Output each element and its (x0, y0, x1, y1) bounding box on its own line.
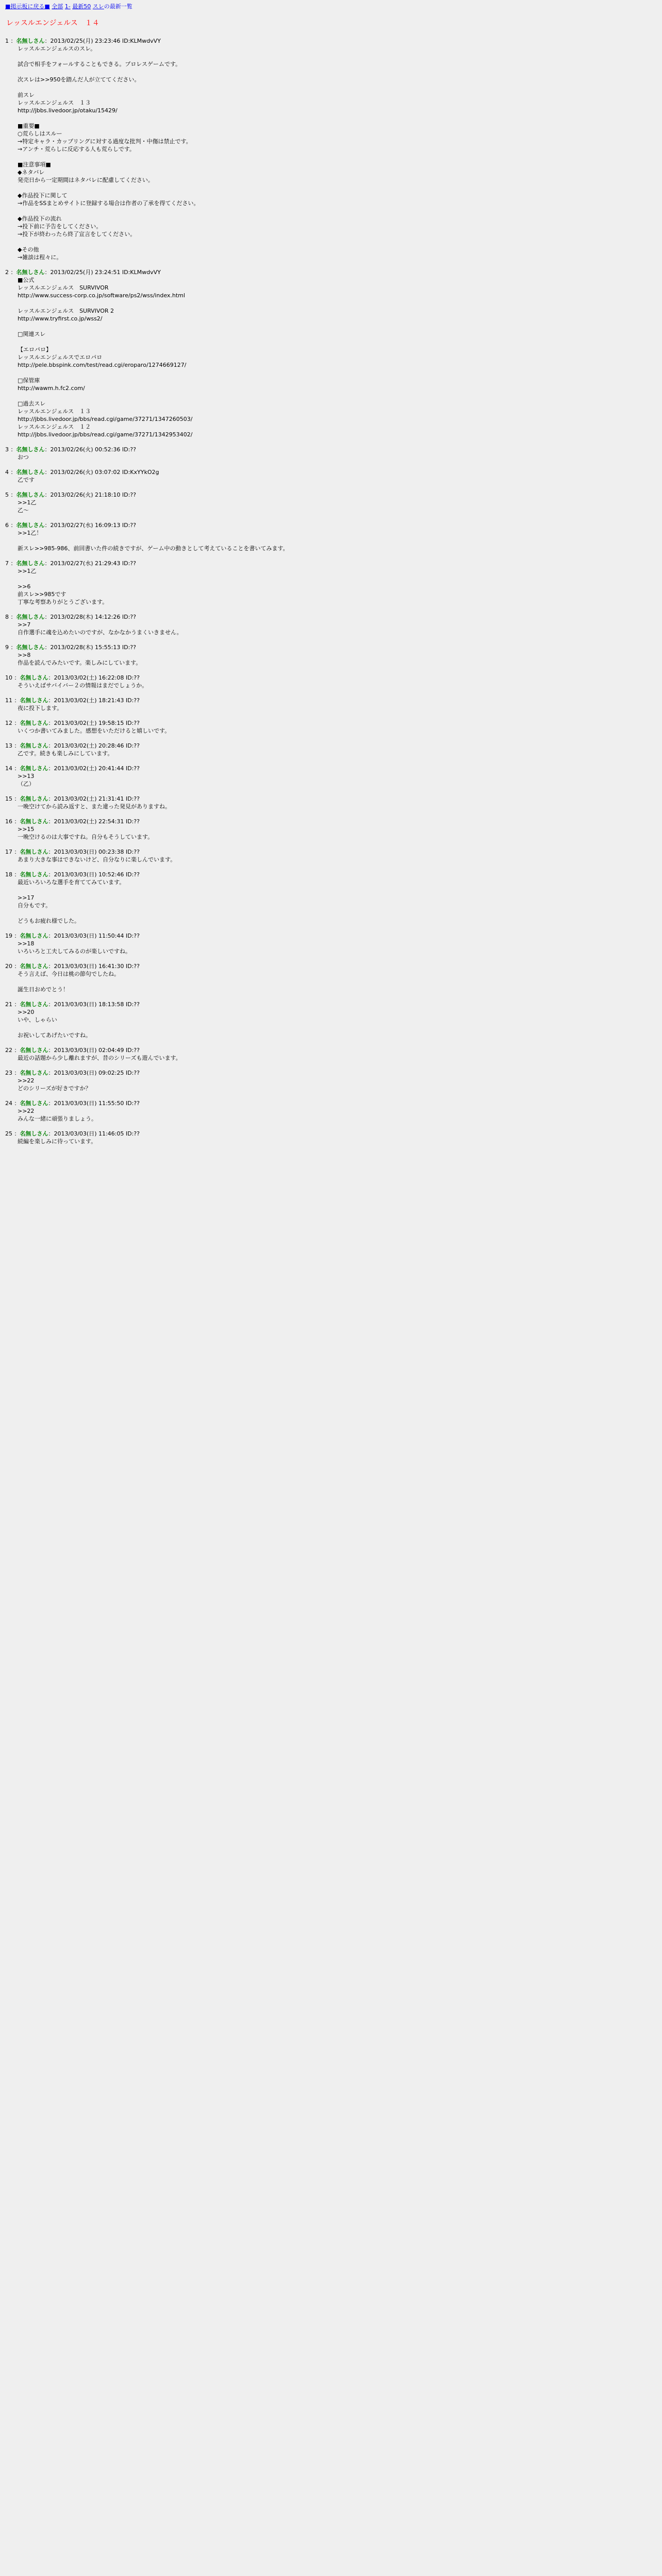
post-separator: ： (12, 697, 20, 704)
post-separator: ： (9, 446, 16, 453)
post-author-name: 名無しさん (20, 697, 48, 704)
post-number[interactable]: 24 (5, 1100, 12, 1107)
all-posts-link[interactable]: 全部 (52, 3, 63, 10)
post-number[interactable]: 11 (5, 697, 12, 704)
post-author-name: 名無しさん (16, 522, 45, 529)
post-item (5, 932, 657, 955)
post-separator: ： (12, 1001, 20, 1008)
post-item (5, 742, 657, 757)
post-separator: ： (12, 963, 20, 970)
post-body: 続編を楽しみに待っています。 (18, 1138, 97, 1145)
post-meta: ：2013/03/03(日) 11:55:50 ID:?? (48, 1100, 140, 1107)
post-body: 乙です。続きも楽しみにしています。 (18, 750, 113, 757)
post-body: >>15 一晩空けるのは大事ですね。自分もそうしています。 (18, 826, 154, 840)
post-author-name: 名無しさん (20, 742, 48, 749)
post-separator: ： (12, 742, 20, 749)
post-number[interactable]: 20 (5, 963, 12, 970)
post-meta: ：2013/02/28(木) 14:12:26 ID:?? (44, 614, 136, 620)
post-separator: ： (12, 1130, 20, 1137)
thread-list-link[interactable]: スレ (92, 3, 104, 10)
post-body: おつ (18, 454, 29, 461)
post-number[interactable]: 1 (5, 38, 9, 44)
post-meta: ：2013/03/03(日) 10:52:46 ID:?? (48, 871, 140, 878)
post-header (5, 521, 657, 529)
post-number[interactable]: 23 (5, 1070, 12, 1076)
post-number[interactable]: 21 (5, 1001, 12, 1008)
post-number[interactable]: 17 (5, 849, 12, 855)
post-header (5, 848, 657, 856)
post-item (5, 1130, 657, 1145)
post-number[interactable]: 4 (5, 469, 9, 476)
post-author-name: 名無しさん (20, 963, 48, 970)
post-meta: ：2013/03/02(土) 19:58:15 ID:?? (48, 720, 140, 726)
post-author-name: 名無しさん (20, 818, 48, 825)
post-meta: ：2013/03/03(日) 00:23:38 ID:?? (48, 849, 140, 855)
post-header (5, 795, 657, 803)
post-meta: ：2013/02/26(火) 00:52:36 ID:?? (44, 446, 136, 453)
post-separator: ： (9, 269, 16, 276)
post-item (5, 643, 657, 667)
post-header (5, 468, 657, 476)
post-separator: ： (12, 720, 20, 726)
post-meta: ：2013/02/27(水) 21:29:43 ID:?? (44, 560, 136, 567)
post-item (5, 560, 657, 606)
post-meta: ：2013/03/03(日) 09:02:25 ID:?? (48, 1070, 140, 1076)
post-author-name: 名無しさん (16, 560, 45, 567)
post-separator: ： (12, 795, 20, 802)
post-separator: ： (12, 1100, 20, 1107)
post-author-name: 名無しさん (16, 469, 45, 476)
post-author-name: 名無しさん (16, 446, 45, 453)
post-separator: ： (12, 674, 20, 681)
post-header (5, 491, 657, 499)
post-item (5, 962, 657, 993)
post-header (5, 697, 657, 704)
post-separator: ： (12, 871, 20, 878)
post-author-name: 名無しさん (20, 765, 48, 772)
post-separator: ： (9, 644, 16, 651)
post-separator: ： (9, 614, 16, 620)
post-number[interactable]: 16 (5, 818, 12, 825)
post-header (5, 1130, 657, 1138)
post-item (5, 848, 657, 863)
post-body: >>22 みんな一緒に頑張りましょう。 (18, 1108, 97, 1122)
post-meta: ：2013/03/03(日) 02:04:49 ID:?? (48, 1047, 140, 1054)
post-body: >>7 自作選手に魂を込めたいのですが、なかなかうまくいきません。 (18, 621, 183, 636)
post-body: >>18 いろいろと工夫してみるのが楽しいですね。 (18, 940, 131, 955)
post-author-name: 名無しさん (20, 720, 48, 726)
post-number[interactable]: 7 (5, 560, 9, 567)
post-header (5, 765, 657, 772)
post-item (5, 613, 657, 636)
post-meta: ：2013/02/25(月) 23:24:51 ID:KLMwdvVY (44, 269, 161, 276)
latest-50-link[interactable]: 最新50 (72, 3, 91, 10)
post-author-name: 名無しさん (20, 1001, 48, 1008)
post-number[interactable]: 12 (5, 720, 12, 726)
post-body: 最近の話題から少し離れますが、昔のシリーズも遊んでいます。 (18, 1055, 181, 1061)
post-header (5, 871, 657, 878)
thread-title: レッスルエンジェルス １４ (6, 19, 100, 27)
post-separator: ： (9, 560, 16, 567)
post-meta: ：2013/03/02(土) 21:31:41 ID:?? (48, 795, 140, 802)
post-number[interactable]: 2 (5, 269, 9, 276)
post-header (5, 674, 657, 682)
post-meta: ：2013/03/02(土) 20:28:46 ID:?? (48, 742, 140, 749)
post-meta: ：2013/03/03(日) 18:13:58 ID:?? (48, 1001, 140, 1008)
post-number[interactable]: 15 (5, 795, 12, 802)
post-separator: ： (9, 469, 16, 476)
post-header (5, 1099, 657, 1107)
post-separator: ： (9, 38, 16, 44)
post-number[interactable]: 25 (5, 1130, 12, 1137)
post-meta: ：2013/03/03(日) 11:46:05 ID:?? (48, 1130, 140, 1137)
post-number[interactable]: 13 (5, 742, 12, 749)
post-number[interactable]: 18 (5, 871, 12, 878)
post-body: >>22 どのシリーズが好きですか？ (18, 1077, 91, 1092)
top-navigation (5, 3, 657, 10)
post-meta: ：2013/03/03(日) 16:41:30 ID:?? (48, 963, 140, 970)
post-body: ■公式 レッスルエンジェルス SURVIVOR http://www.success-corp.co.jp/software/ps2/wss/index.html レッスルエンジェルス SURVIVOR 2 http://www.tryfirst.co.jp/wss2/ □関連スレ 【エロパロ】 レッスルエンジェルスでエロパロ http://pele.bbspink.com/test/read.cgi/eroparo/1274669127/ □保管庫 http://wawm.h.fc2.com/ □過去スレ レッスルエンジェルス １３ http://jbbs.livedoor.jp/bbs/read.cgi/game/37271/1347260503/ レッスルエンジェルス １２ http://jbbs.livedoor.jp/bbs/read.cgi/game/37271/1342953402/ (18, 277, 193, 438)
post-separator: ： (12, 849, 20, 855)
post-author-name: 名無しさん (20, 1047, 48, 1054)
post-item (5, 446, 657, 461)
post-header (5, 719, 657, 727)
post-separator: ： (12, 1070, 20, 1076)
post-item (5, 871, 657, 925)
post-body: >>1乙 乙～ (18, 499, 37, 514)
post-separator: ： (12, 818, 20, 825)
range-link-1[interactable]: 1- (64, 3, 71, 10)
post-item (5, 521, 657, 552)
post-author-name: 名無しさん (16, 644, 45, 651)
post-meta: ：2013/02/26(火) 03:07:02 ID:KxYYkO2g (44, 469, 159, 476)
post-body: あまり大きな事はできないけど、自分なりに楽しんでいます。 (18, 856, 176, 863)
post-meta: ：2013/03/02(土) 22:54:31 ID:?? (48, 818, 140, 825)
post-author-name: 名無しさん (20, 849, 48, 855)
post-number[interactable]: 5 (5, 492, 9, 498)
post-body: いくつか書いてみました。感想をいただけると嬉しいです。 (18, 727, 171, 734)
post-meta: ：2013/02/27(水) 16:09:13 ID:?? (44, 522, 136, 529)
post-number[interactable]: 14 (5, 765, 12, 772)
post-number[interactable]: 6 (5, 522, 9, 529)
post-item (5, 37, 657, 261)
post-meta: ：2013/02/26(火) 21:18:10 ID:?? (44, 492, 136, 498)
post-header (5, 1069, 657, 1077)
post-meta: ：2013/02/28(木) 15:55:13 ID:?? (44, 644, 136, 651)
post-separator: ： (9, 492, 16, 498)
post-author-name: 名無しさん (16, 614, 45, 620)
post-author-name: 名無しさん (20, 795, 48, 802)
post-body: 乙です (18, 477, 35, 483)
post-body: 最近いろいろな選手を育ててみています。 >>17 自分もです。 どうもお疲れ様でした。 (18, 879, 125, 924)
post-author-name: 名無しさん (20, 1070, 48, 1076)
post-author-name: 名無しさん (16, 38, 45, 44)
post-number[interactable]: 19 (5, 933, 12, 939)
post-item (5, 719, 657, 735)
post-body: >>1乙 >>6 前スレ>>985です 丁寧な考察ありがとうございます。 (18, 568, 108, 605)
post-header (5, 446, 657, 453)
post-body: >>13 （乙） (18, 773, 35, 787)
post-body: >>1乙！ 新スレ>>985-986、前回書いた件の続きですが、ゲーム中の動きとして考えていることを書いてみます。 (18, 530, 289, 552)
post-author-name: 名無しさん (20, 674, 48, 681)
post-separator: ： (12, 933, 20, 939)
post-list (5, 37, 657, 1145)
post-body: レッスルエンジェルスのスレ。 試合で相手をフォールすることもできる。プロレスゲームです。 次スレは>>950を踏んだ人が立ててください。 前スレ レッスルエンジェルス １３ http://jbbs.livedoor.jp/otaku/15429/ ■重要■ ○荒らしはスルー →特定キャラ・カップリングに対する過度な批判・中傷は禁止です。 →アンチ・荒らしに反応する人も荒らしです。 ■注意事項■ ◆ネタバレ 発売日から一定期間はネタバレに配慮してください。 ◆作品投下に関して →作品をSSまとめサイトに登録する場合は作者の了承を得てください。 ◆作品投下の流れ →投下前に予告をしてください。 →投下が終わったら終了宣言をしてください。 ◆その他 →雑談は程々に。 (18, 45, 200, 261)
post-body: そういえばサバイバー２の情報はまだでしょうか。 (18, 682, 148, 689)
post-body: 夜に投下します。 (18, 705, 63, 711)
post-number[interactable]: 10 (5, 674, 12, 681)
post-meta: ：2013/02/25(月) 23:23:46 ID:KLMwdvVY (44, 38, 161, 44)
post-item (5, 491, 657, 514)
post-item (5, 795, 657, 810)
post-header (5, 643, 657, 651)
post-item (5, 1069, 657, 1092)
post-header (5, 962, 657, 970)
nav-title-tail: の最新一覧 (104, 3, 133, 10)
post-separator: ： (12, 765, 20, 772)
post-author-name: 名無しさん (20, 871, 48, 878)
post-item (5, 1046, 657, 1062)
post-header (5, 613, 657, 621)
post-body: 一晩空けてから読み返すと、また違った発見がありますね。 (18, 803, 171, 810)
back-to-board-link[interactable]: ■掲示板に戻る■ (5, 3, 50, 10)
post-item (5, 697, 657, 712)
post-item (5, 818, 657, 841)
post-body: >>8 作品を読んでみたいです。楽しみにしています。 (18, 652, 142, 666)
post-header (5, 37, 657, 45)
post-header (5, 268, 657, 276)
post-header (5, 560, 657, 567)
post-meta: ：2013/03/02(土) 18:21:43 ID:?? (48, 697, 140, 704)
post-header (5, 818, 657, 825)
post-header (5, 932, 657, 940)
post-author-name: 名無しさん (16, 269, 45, 276)
post-author-name: 名無しさん (20, 1130, 48, 1137)
post-number[interactable]: 22 (5, 1047, 12, 1054)
post-meta: ：2013/03/02(土) 16:22:08 ID:?? (48, 674, 140, 681)
post-number[interactable]: 9 (5, 644, 9, 651)
post-header (5, 1001, 657, 1008)
post-body: >>20 いや、しゃらい お祝いしてあげたいですね。 (18, 1009, 91, 1039)
post-number[interactable]: 3 (5, 446, 9, 453)
post-header (5, 1046, 657, 1054)
post-item (5, 1001, 657, 1039)
post-author-name: 名無しさん (20, 1100, 48, 1107)
post-separator: ： (9, 522, 16, 529)
post-meta: ：2013/03/02(土) 20:41:44 ID:?? (48, 765, 140, 772)
post-body: そう言えば、今日は桃の節句でしたね。 誕生日おめでとう！ (18, 971, 120, 993)
post-author-name: 名無しさん (20, 933, 48, 939)
post-item (5, 1099, 657, 1123)
post-item (5, 765, 657, 788)
post-author-name: 名無しさん (16, 492, 45, 498)
post-separator: ： (12, 1047, 20, 1054)
post-header (5, 742, 657, 750)
post-item (5, 468, 657, 484)
post-meta: ：2013/03/03(日) 11:50:44 ID:?? (48, 933, 140, 939)
post-number[interactable]: 8 (5, 614, 9, 620)
post-item (5, 674, 657, 689)
post-item (5, 268, 657, 438)
